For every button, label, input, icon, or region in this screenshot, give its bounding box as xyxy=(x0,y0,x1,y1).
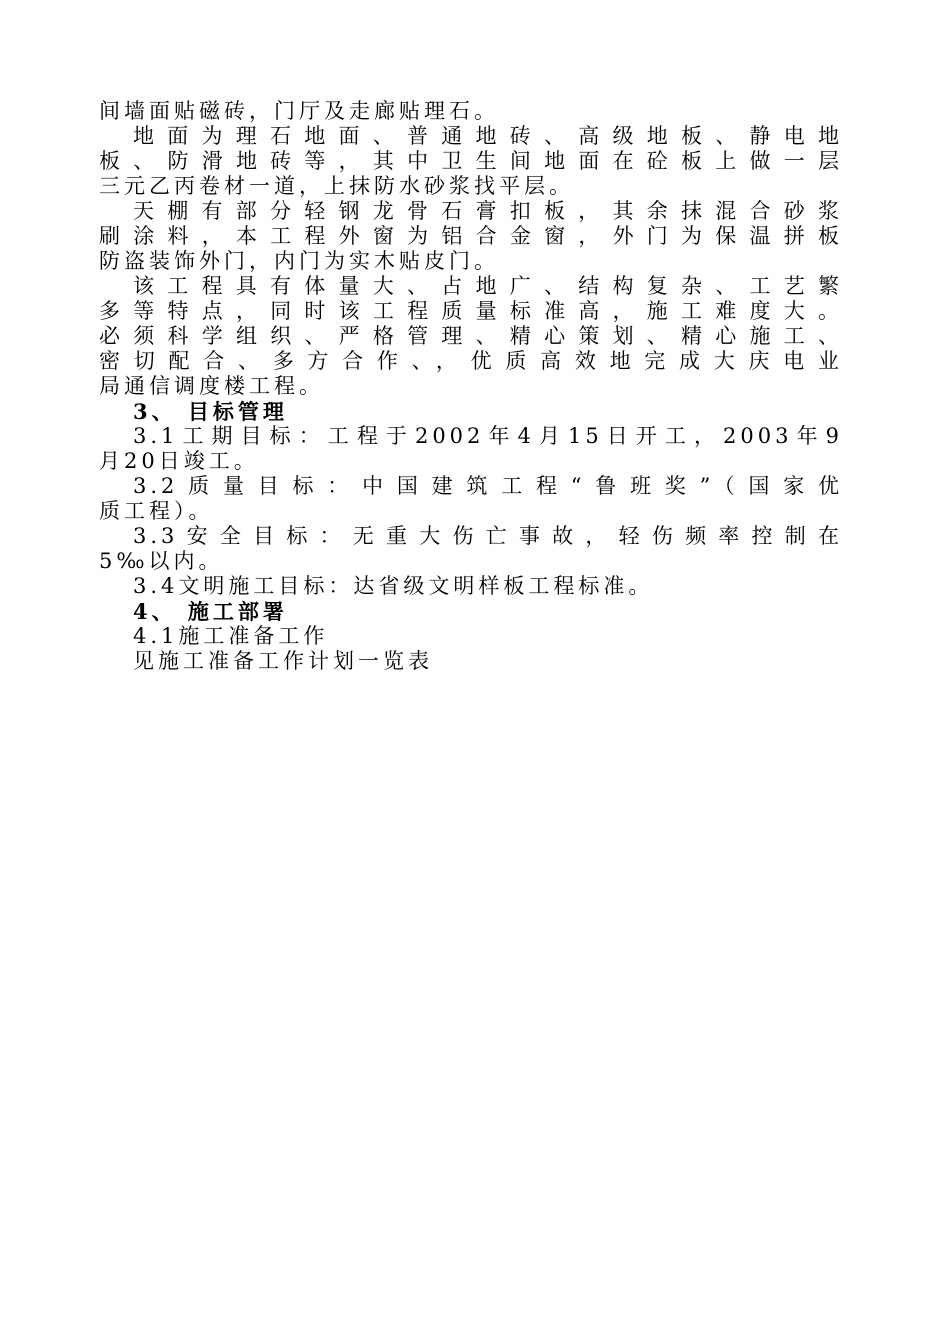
text-line-3: 板、防滑地砖等，其中卫生间地面在砼板上做一层 xyxy=(99,149,843,173)
text-line-7: 防盗装饰外门，内门为实木贴皮门。 xyxy=(99,249,499,273)
text-line-14: 3.1工期目标：工程于2002年4月15日开工，2003年9 xyxy=(133,424,843,448)
text-line-17: 质工程）。 xyxy=(99,499,214,523)
text-line-8: 该工程具有体量大、占地广、结构复杂、工艺繁 xyxy=(133,274,843,298)
section-heading-4: 4、 施工部署 xyxy=(133,599,288,624)
text-line-20: 3.4文明施工目标：达省级文明样板工程标准。 xyxy=(133,574,654,598)
text-line-6: 刷涂料，本工程外窗为铝合金窗，外门为保温拼板 xyxy=(99,224,843,248)
text-line-4: 三元乙丙卷材一道，上抹防水砂浆找平层。 xyxy=(99,174,574,198)
text-line-5: 天棚有部分轻钢龙骨石膏扣板，其余抹混合砂浆 xyxy=(133,199,843,223)
text-line-10: 必须科学组织、严格管理、精心策划、精心施工、 xyxy=(99,324,843,348)
text-line-23: 见施工准备工作计划一览表 xyxy=(133,649,433,673)
text-line-1: 间墙面贴磁砖，门厅及走廊贴理石。 xyxy=(99,99,499,123)
text-line-9: 多等特点，同时该工程质量标准高，施工难度大。 xyxy=(99,299,843,323)
text-line-22: 4.1施工准备工作 xyxy=(133,624,329,648)
text-line-16: 3.2质量目标：中国建筑工程“鲁班奖”（国家优 xyxy=(133,474,843,498)
text-line-15: 月20日竣工。 xyxy=(99,449,259,473)
text-line-11: 密切配合、多方合作、，优质高效地完成大庆电业 xyxy=(99,349,843,373)
text-line-12: 局通信调度楼工程。 xyxy=(99,374,324,398)
text-line-2: 地面为理石地面、普通地砖、高级地板、静电地 xyxy=(133,124,843,148)
text-line-18: 3.3安全目标：无重大伤亡事故，轻伤频率控制在 xyxy=(133,524,843,548)
text-line-19: 5‰以内。 xyxy=(99,549,224,573)
section-heading-3: 3、 目标管理 xyxy=(133,399,288,424)
